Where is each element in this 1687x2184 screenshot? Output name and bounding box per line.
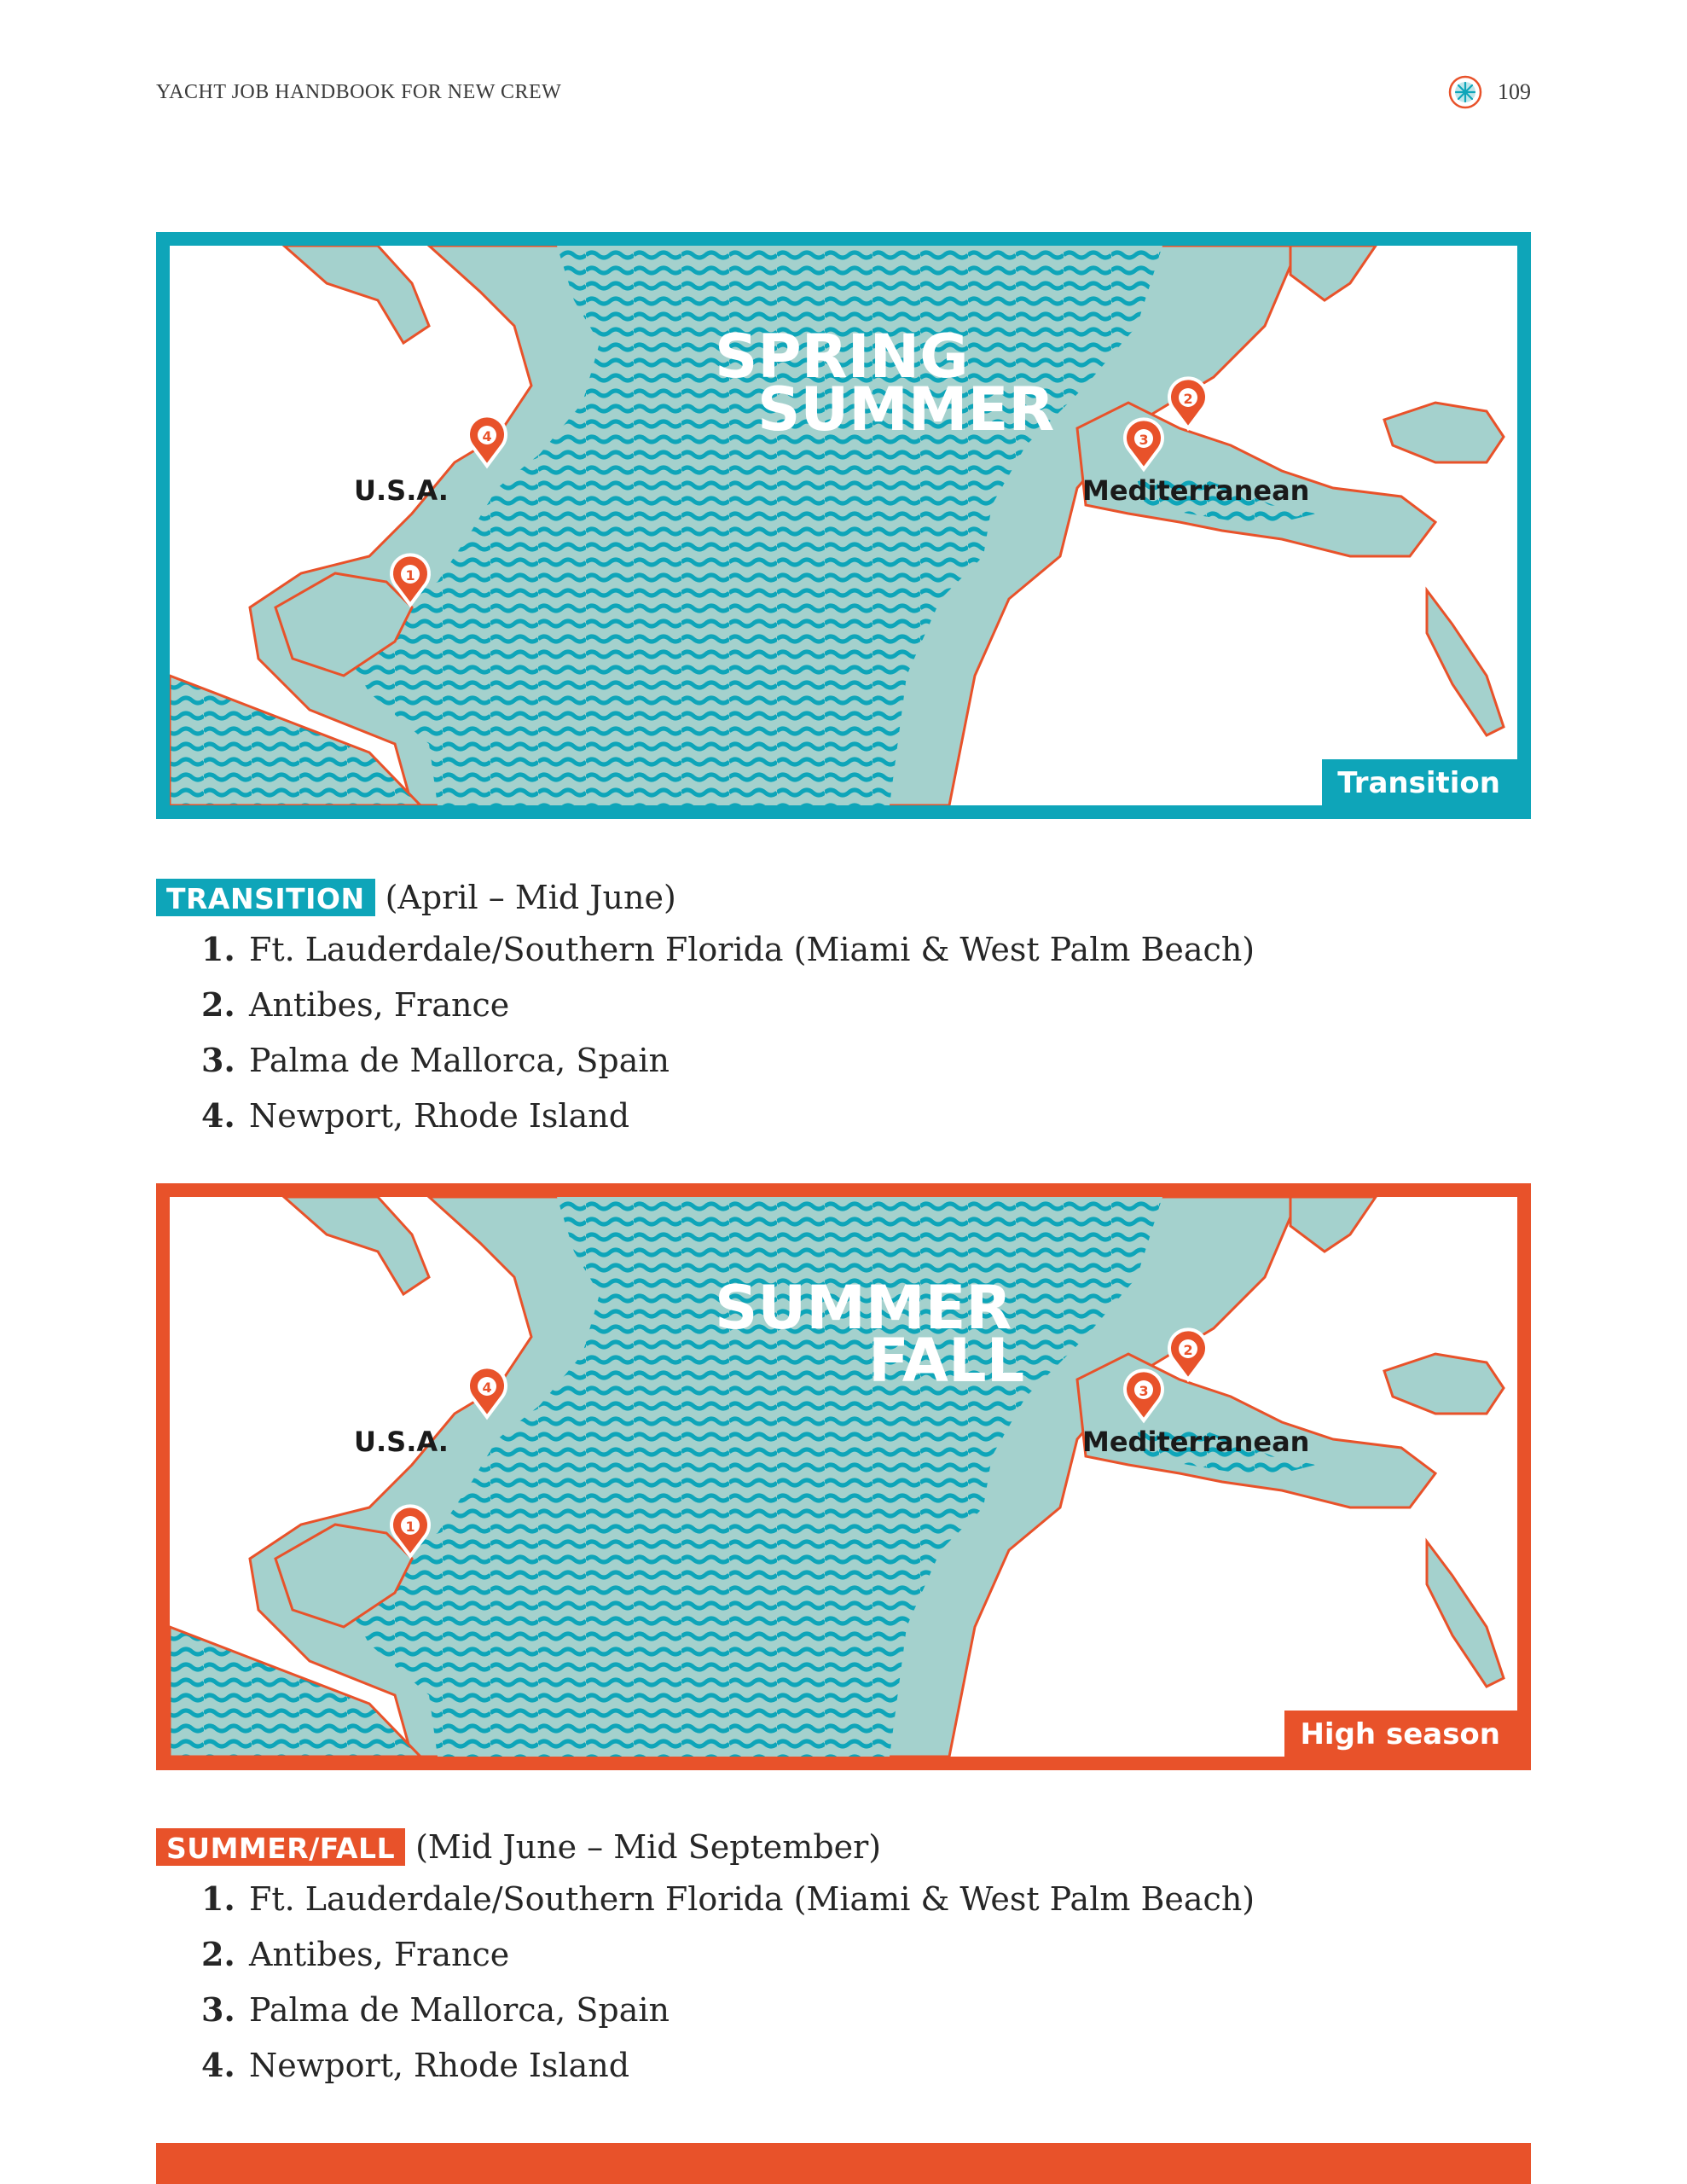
book-title: YACHT JOB HANDBOOK FOR NEW CREW bbox=[156, 80, 562, 103]
list-item bbox=[201, 1041, 1255, 1096]
list-number: 4. bbox=[201, 2046, 235, 2084]
port-name: Newport, Rhode Island bbox=[249, 1097, 630, 1135]
list-item bbox=[201, 930, 1255, 985]
list-number: 3. bbox=[201, 1990, 235, 2029]
port-name: Palma de Mallorca, Spain bbox=[249, 1991, 670, 2029]
svg-text:4: 4 bbox=[482, 428, 492, 444]
port-name: Palma de Mallorca, Spain bbox=[249, 1042, 670, 1079]
port-list bbox=[201, 1879, 1255, 2101]
list-number: 1. bbox=[201, 930, 235, 968]
region-label-usa: U.S.A. bbox=[354, 474, 449, 507]
season-heading bbox=[156, 879, 676, 916]
region-label-mediterranean: Mediterranean bbox=[1082, 474, 1310, 507]
list-item bbox=[201, 1935, 1255, 1990]
port-list bbox=[201, 930, 1255, 1152]
svg-text:1: 1 bbox=[405, 567, 415, 584]
season-badge: TRANSITION bbox=[156, 879, 375, 916]
map-title-line2: FALL bbox=[868, 1326, 1025, 1396]
compass-rose-icon bbox=[1448, 75, 1482, 109]
list-number: 4. bbox=[201, 1096, 235, 1135]
map-graphic bbox=[156, 1183, 1531, 1770]
map-corner-tag: Transition bbox=[1322, 759, 1517, 805]
svg-text:2: 2 bbox=[1183, 1342, 1193, 1358]
region-label-usa: U.S.A. bbox=[354, 1426, 449, 1458]
region-label-mediterranean: Mediterranean bbox=[1082, 1426, 1310, 1458]
page-number: 109 bbox=[1498, 79, 1531, 104]
port-name: Antibes, France bbox=[249, 1936, 510, 1973]
bottom-decorative-bar bbox=[156, 2143, 1531, 2184]
season-date-range: (Mid June – Mid September) bbox=[415, 1828, 882, 1866]
list-item bbox=[201, 1879, 1255, 1935]
map-spring-summer bbox=[156, 232, 1531, 819]
map-summer-fall bbox=[156, 1183, 1531, 1770]
list-number: 2. bbox=[201, 1935, 235, 1973]
map-title-line2: SUMMER bbox=[757, 375, 1055, 444]
svg-text:4: 4 bbox=[482, 1380, 492, 1396]
list-number: 1. bbox=[201, 1879, 235, 1918]
port-name: Newport, Rhode Island bbox=[249, 2047, 630, 2084]
page-number-group bbox=[1448, 75, 1531, 109]
season-badge: SUMMER/FALL bbox=[156, 1828, 405, 1866]
list-item bbox=[201, 1990, 1255, 2046]
svg-text:3: 3 bbox=[1139, 1383, 1149, 1399]
map-title-line1: SUMMER bbox=[715, 1273, 1012, 1343]
map-title-line1: SPRING bbox=[715, 322, 969, 392]
port-name: Antibes, France bbox=[249, 986, 510, 1024]
port-name: Ft. Lauderdale/Southern Florida (Miami & West Palm Beach) bbox=[249, 1880, 1255, 1918]
map-graphic bbox=[156, 232, 1531, 819]
svg-text:1: 1 bbox=[405, 1519, 415, 1535]
svg-text:2: 2 bbox=[1183, 391, 1193, 407]
running-head bbox=[156, 78, 1531, 106]
list-item bbox=[201, 985, 1255, 1041]
port-name: Ft. Lauderdale/Southern Florida (Miami & West Palm Beach) bbox=[249, 931, 1255, 968]
list-item bbox=[201, 1096, 1255, 1152]
season-heading bbox=[156, 1828, 881, 1866]
svg-text:3: 3 bbox=[1139, 432, 1149, 448]
map-corner-tag: High season bbox=[1284, 1711, 1517, 1757]
list-number: 2. bbox=[201, 985, 235, 1024]
list-item bbox=[201, 2046, 1255, 2101]
season-date-range: (April – Mid June) bbox=[385, 879, 676, 916]
list-number: 3. bbox=[201, 1041, 235, 1079]
